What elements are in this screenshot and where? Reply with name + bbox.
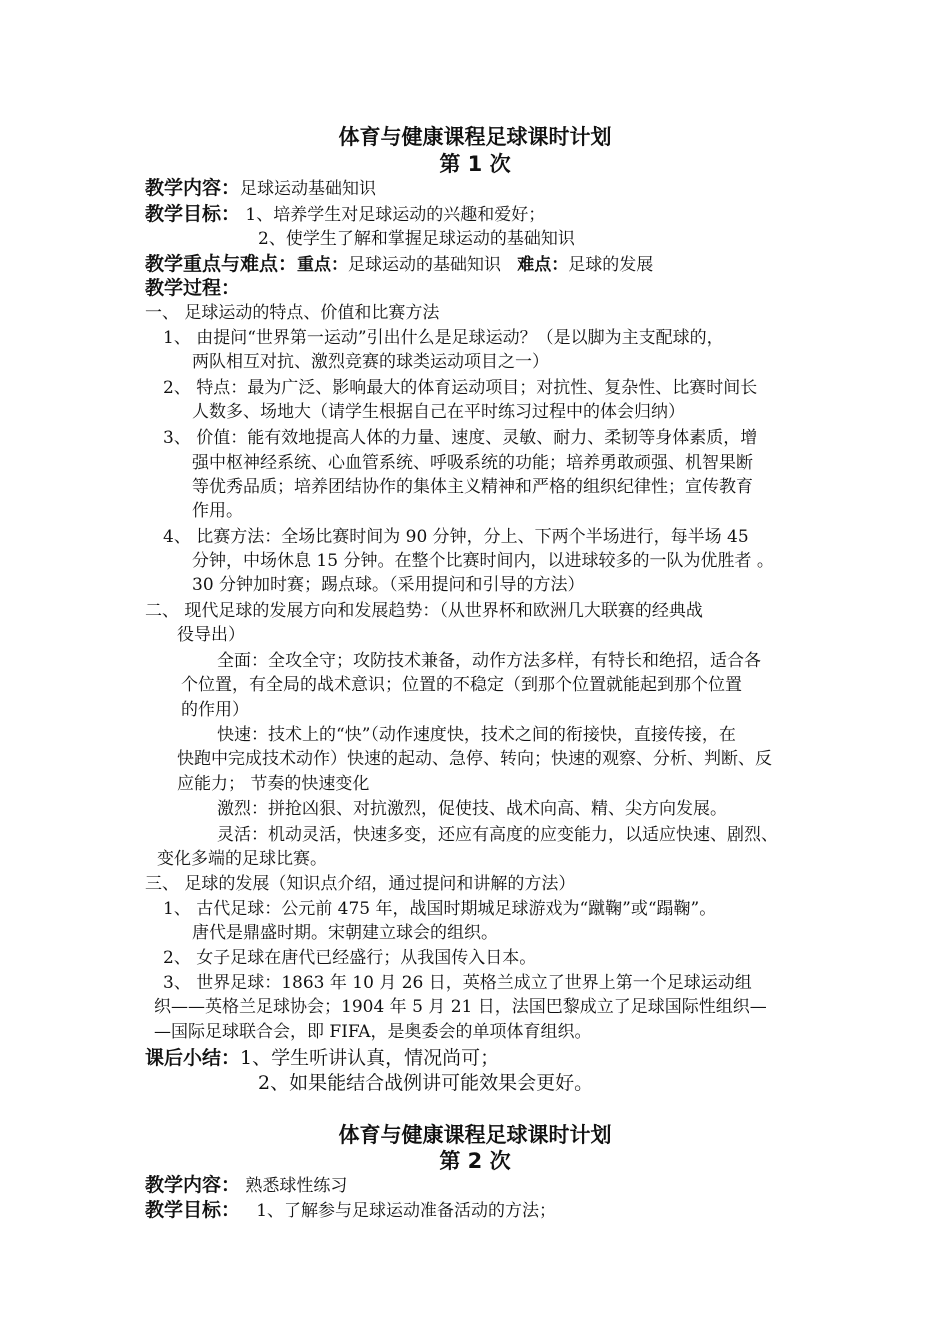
process-line: —国际足球联合会，即 FIFA，是奥委会的单项体育组织。 — [154, 1022, 592, 1042]
summary-label: 课后小结： — [145, 1047, 241, 1069]
difficulty-label: 难点： — [517, 255, 569, 275]
process-line: 三、 足球的发展（知识点介绍，通过提问和讲解的方法） — [145, 874, 576, 894]
process-line: 的作用） — [181, 700, 249, 720]
plan1-key-row — [145, 253, 653, 276]
process-line: 强中枢神经系统、心血管系统、呼吸系统的功能；培养勇敢顽强、机智果断 — [192, 453, 753, 473]
summary-2: 2、如果能结合战例讲可能效果会更好。 — [258, 1072, 594, 1094]
process-line: 人数多、场地大（请学生根据自己在平时练习过程中的体会归纳） — [192, 402, 685, 422]
process-line: 灵活：机动灵活，快速多变，还应有高度的应变能力，以适应快速、剧烈、 — [217, 825, 778, 845]
process-line: 快速：技术上的“快”（动作速度快，技术之间的衔接快，直接传接，在 — [217, 725, 736, 745]
key-point-label: 重点： — [297, 255, 349, 275]
process-line: 役导出） — [177, 625, 245, 645]
process-line: 变化多端的足球比赛。 — [157, 849, 327, 869]
process-line: 二、 现代足球的发展方向和发展趋势：（从世界杯和欧洲几大联赛的经典战 — [145, 601, 703, 621]
goal-1: 1、培养学生对足球运动的兴趣和爱好； — [245, 205, 546, 225]
process-label: 教学过程： — [145, 277, 241, 299]
goal-label: 教学目标： — [145, 1199, 241, 1221]
plan1-session: 第 1 次 — [439, 152, 511, 176]
process-line: 30 分钟加时赛；踢点球。（采用提问和引导的方法） — [192, 575, 585, 595]
process-line: 织——英格兰足球协会；1904 年 5 月 21 日，法国巴黎成立了足球国际性组织— — [154, 997, 767, 1017]
process-line: 3、 价值：能有效地提高人体的力量、速度、灵敏、耐力、柔韧等身体素质，增 — [163, 428, 758, 448]
plan1-title: 体育与健康课程足球课时计划 — [338, 125, 612, 149]
goal-label: 教学目标： — [145, 203, 241, 225]
content-label: 教学内容： — [145, 1174, 241, 1196]
summary-1: 1、学生听讲认真，情况尚可； — [240, 1047, 500, 1069]
goal-2: 2、使学生了解和掌握足球运动的基础知识 — [258, 229, 575, 249]
content-value: 足球运动基础知识 — [240, 179, 377, 199]
process-line: 激烈：拼抢凶狠、对抗激烈，促使技、战术向高、精、尖方向发展。 — [217, 799, 727, 819]
process-line: 4、 比赛方法：全场比赛时间为 90 分钟，分上、下两个半场进行，每半场 45 — [163, 527, 749, 547]
summary-row — [145, 1047, 499, 1070]
process-line: 全面：全攻全守；攻防技术兼备，动作方法多样，有特长和绝招，适合各 — [217, 651, 761, 671]
process-line: 快跑中完成技术动作）快速的起动、急停、转向；快速的观察、分析、判断、反 — [177, 749, 772, 769]
plan2-session: 第 2 次 — [439, 1149, 511, 1173]
goal-1: 1、了解参与足球运动准备活动的方法； — [256, 1201, 557, 1221]
process-line: 个位置，有全局的战术意识；位置的不稳定（到那个位置就能起到那个位置 — [181, 675, 742, 695]
process-line: 一、 足球运动的特点、价值和比赛方法 — [145, 303, 440, 323]
difficulty: 足球的发展 — [568, 255, 654, 275]
process-line: 3、 世界足球：1863 年 10 月 26 日，英格兰成立了世界上第一个足球运动组 — [163, 973, 752, 993]
key-label: 教学重点与难点： — [145, 253, 298, 275]
process-line: 应能力； 节奏的快速变化 — [177, 774, 370, 794]
process-line: 1、 由提问“世界第一运动”引出什么是足球运动？（是以脚为主支配球的， — [163, 328, 724, 348]
key-point: 足球运动的基础知识 — [348, 255, 502, 275]
process-line: 作用。 — [192, 501, 243, 521]
process-line: 1、 古代足球：公元前 475 年，战国时期城足球游戏为“蹴鞠”或“蹋鞠”。 — [163, 899, 717, 919]
plan1-goal-row — [145, 203, 545, 226]
content-label: 教学内容： — [145, 177, 241, 199]
plan2-content-row — [145, 1174, 347, 1197]
plan2-goal-row — [145, 1199, 556, 1222]
process-line: 等优秀品质；培养团结协作的集体主义精神和严格的组织纪律性；宣传教育 — [192, 477, 753, 497]
process-line: 唐代是鼎盛时期。宋朝建立球会的组织。 — [192, 923, 498, 943]
process-line: 2、 特点：最为广泛、影响最大的体育运动项目；对抗性、复杂性、比赛时间长 — [163, 378, 758, 398]
process-line: 两队相互对抗、激烈竞赛的球类运动项目之一） — [192, 352, 549, 372]
plan1-content-row — [145, 177, 376, 200]
process-line: 2、 女子足球在唐代已经盛行；从我国传入日本。 — [163, 948, 537, 968]
process-line: 分钟，中场休息 15 分钟。在整个比赛时间内，以进球较多的一队为优胜者 。 — [192, 551, 774, 571]
plan2-title: 体育与健康课程足球课时计划 — [338, 1123, 612, 1147]
content-value: 熟悉球性练习 — [245, 1176, 348, 1196]
